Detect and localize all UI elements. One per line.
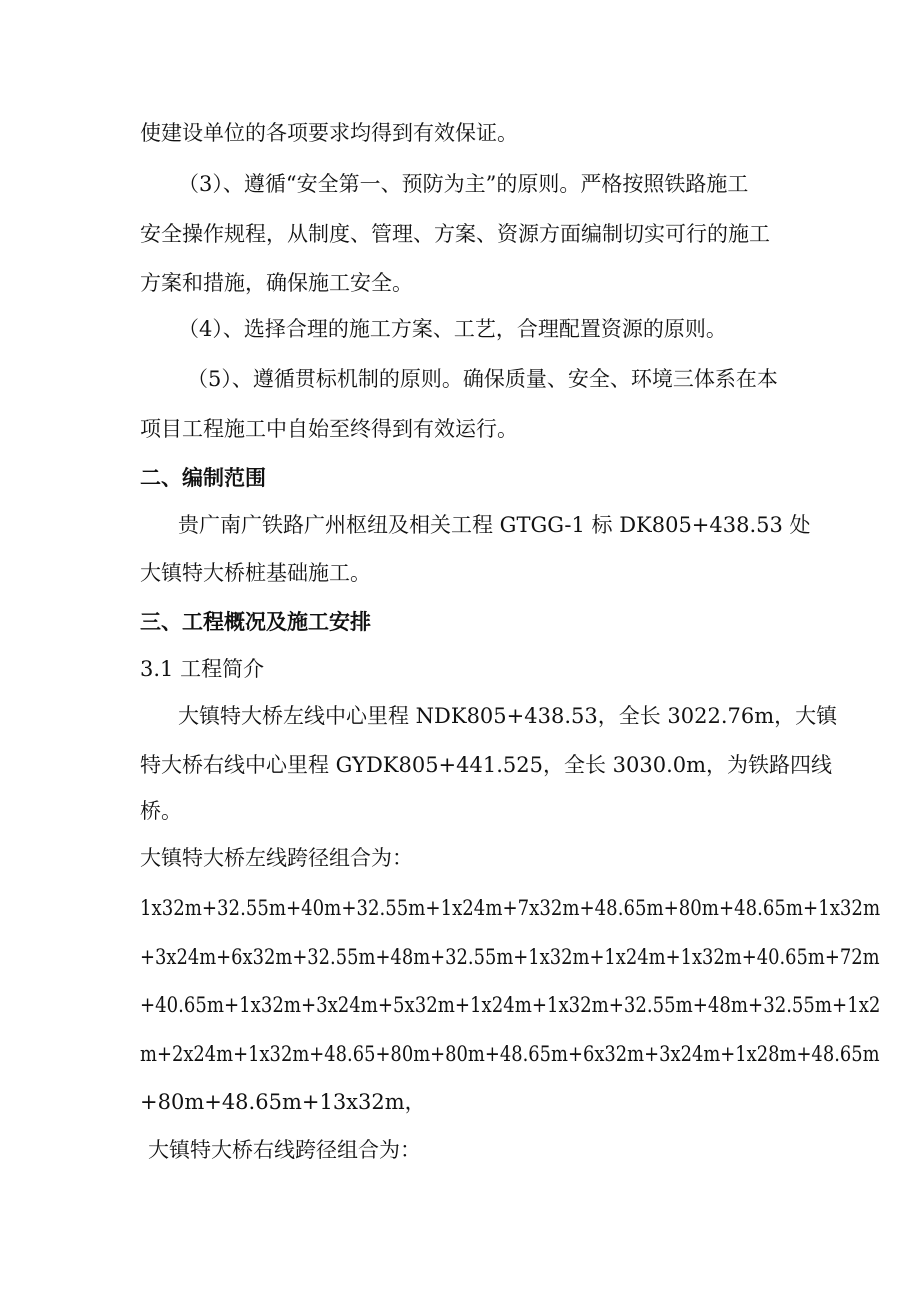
subsection-heading: 3.1 工程简介 bbox=[140, 657, 265, 681]
paragraph-line: 大镇特大桥右线跨径组合为： bbox=[148, 1138, 421, 1162]
paragraph-line: （3）、遵循“安全第一、预防为主”的原则。严格按照铁路施工 bbox=[178, 172, 749, 196]
section-heading: 三、工程概况及施工安排 bbox=[140, 610, 371, 634]
section-heading: 二、编制范围 bbox=[140, 466, 266, 490]
span-combination-line: 1x32m+32.55m+40m+32.55m+1x24m+7x32m+48.65m+80m+48.65m+1x32m bbox=[140, 896, 881, 920]
paragraph-line: 大镇特大桥桩基础施工。 bbox=[140, 561, 371, 585]
span-combination-line: +40.65m+1x32m+3x24m+5x32m+1x24m+1x32m+32.55m+48m+32.55m+1x2 bbox=[140, 993, 881, 1017]
paragraph-line: 项目工程施工中自始至终得到有效运行。 bbox=[140, 417, 518, 441]
paragraph-line: 贵广南广铁路广州枢纽及相关工程 GTGG-1 标 DK805+438.53 处 bbox=[178, 513, 811, 537]
span-combination-line: +80m+48.65m+13x32m， bbox=[140, 1090, 426, 1114]
span-combination-line: +3x24m+6x32m+32.55m+48m+32.55m+1x32m+1x24m+1x32m+40.65m+72m bbox=[140, 945, 880, 969]
paragraph-line: 桥。 bbox=[140, 799, 182, 823]
paragraph-line: 大镇特大桥左线中心里程 NDK805+438.53，全长 3022.76m，大镇 bbox=[178, 704, 838, 728]
paragraph-line: （4）、选择合理的施工方案、工艺，合理配置资源的原则。 bbox=[178, 317, 727, 341]
paragraph-line: 方案和措施，确保施工安全。 bbox=[140, 271, 413, 295]
span-combination-line: m+2x24m+1x32m+48.65+80m+80m+48.65m+6x32m+3x24m+1x28m+48.65m bbox=[140, 1042, 880, 1066]
paragraph-line: 特大桥右线中心里程 GYDK805+441.525，全长 3030.0m，为铁路四线 bbox=[140, 753, 833, 777]
paragraph-line: 安全操作规程，从制度、管理、方案、资源方面编制切实可行的施工 bbox=[140, 222, 770, 246]
paragraph-line: 使建设单位的各项要求均得到有效保证。 bbox=[140, 121, 518, 145]
paragraph-line: 大镇特大桥左线跨径组合为： bbox=[140, 846, 413, 870]
paragraph-line: （5）、遵循贯标机制的原则。确保质量、安全、环境三体系在本 bbox=[187, 367, 778, 391]
